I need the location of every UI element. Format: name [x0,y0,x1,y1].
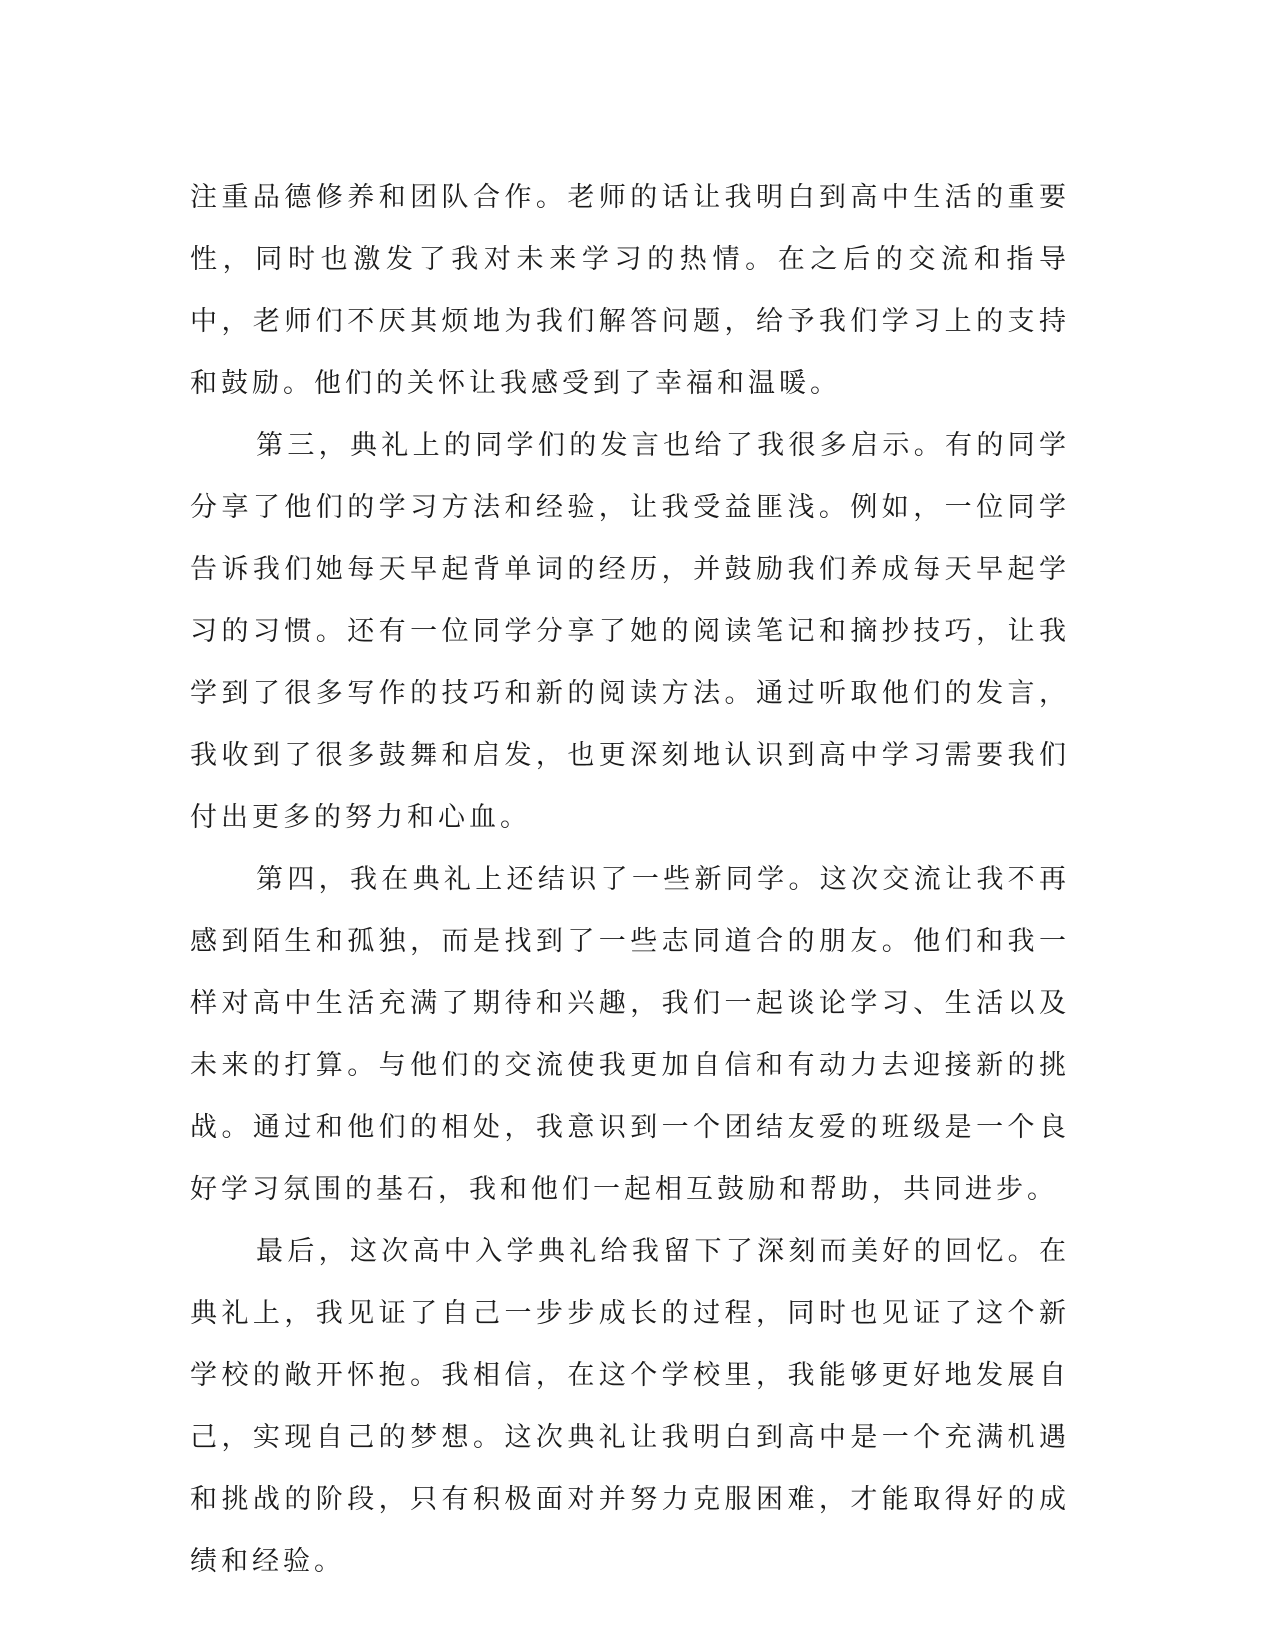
paragraph-3: 第四，我在典礼上还结识了一些新同学。这次交流让我不再感到陌生和孤独，而是找到了一些志同道合的朋友。他们和我一样对高中生活充满了期待和兴趣，我们一起谈论学习、生活以及未来的打算。与他们的交流使我更加自信和有动力去迎接新的挑战。通过和他们的相处，我意识到一个团结友爱的班级是一个良好学习氛围的基石，我和他们一起相互鼓励和帮助，共同进步。 [190,864,1070,1205]
paragraph-4: 最后，这次高中入学典礼给我留下了深刻而美好的回忆。在典礼上，我见证了自己一步步成长的过程，同时也见证了这个新学校的敞开怀抱。我相信，在这个学校里，我能够更好地发展自己，实现自己的梦想。这次典礼让我明白到高中是一个充满机遇和挑战的阶段，只有积极面对并努力克服困难，才能取得好的成绩和经验。 [190,1236,1070,1577]
body-text [190,167,1070,1593]
paragraph-2: 第三，典礼上的同学们的发言也给了我很多启示。有的同学分享了他们的学习方法和经验，让我受益匪浅。例如，一位同学告诉我们她每天早起背单词的经历，并鼓励我们养成每天早起学习的习惯。还有一位同学分享了她的阅读笔记和摘抄技巧，让我学到了很多写作的技巧和新的阅读方法。通过听取他们的发言，我收到了很多鼓舞和启发，也更深刻地认识到高中学习需要我们付出更多的努力和心血。 [190,430,1070,833]
paragraph-1: 注重品德修养和团队合作。老师的话让我明白到高中生活的重要性，同时也激发了我对未来学习的热情。在之后的交流和指导中，老师们不厌其烦地为我们解答问题，给予我们学习上的支持和鼓励。他们的关怀让我感受到了幸福和温暖。 [190,182,1070,399]
